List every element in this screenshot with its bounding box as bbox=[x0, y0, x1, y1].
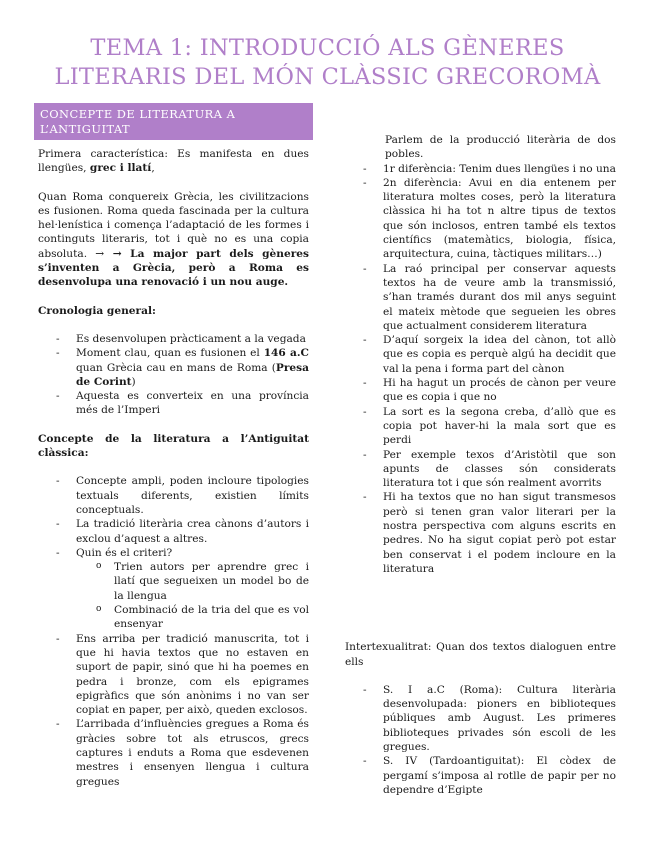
list-item bbox=[38, 346, 309, 389]
date-bold: 146 a.C bbox=[263, 347, 309, 360]
list-item bbox=[38, 546, 309, 632]
right-list bbox=[345, 162, 616, 577]
list-item: - La tradició literària crea cànons d’autors i exclou d’aquest a altres. bbox=[38, 517, 309, 546]
list-item: - S. I a.C (Roma): Cultura literària desenvolupada: pioners en biblioteques públiques amb August. Les primeres biblioteques privades són escoli de les gregues. bbox=[345, 683, 616, 754]
cronologia-list bbox=[38, 332, 309, 418]
section-banner: CONCEPTE DE LITERATURA A L’ANTIGUITAT bbox=[34, 103, 313, 140]
list-item: - Hi ha textos que no han sigut transmesos però si tenen gran valor literari per la nostra perspectiva com alguns escrits en pedres. No ha sigut copiat però pot estar ben conservat i el podem incloure en la literatura bbox=[345, 490, 616, 576]
intertext-paragraph: Intertexualitrat: Quan dos textos dialoguen entre ells bbox=[345, 641, 616, 668]
list-item: - Aquesta es converteix en una província més de l’Imperi bbox=[38, 389, 309, 418]
rome-greece-paragraph bbox=[38, 190, 309, 290]
criteria-question: Quin és el criteri? bbox=[76, 546, 173, 559]
concept-list bbox=[38, 474, 309, 789]
sub-list-item: o Combinació de la tria del que es vol ensenyar bbox=[76, 603, 309, 632]
list-item: - S. IV (Tardoantiguitat): El còdex de pergamí s’imposa al rotlle de papir per no dependre d’Egipte bbox=[345, 754, 616, 797]
text: Moment clau, quan es fusionen el bbox=[76, 347, 264, 360]
text: ) bbox=[131, 375, 136, 388]
list-item: - La sort es la segona creba, d’allò que es copia pot haver-hi la mala sort que es perdi bbox=[345, 405, 616, 448]
intro-text: Parlem de la producció literària de dos pobles. bbox=[385, 134, 616, 161]
left-column bbox=[38, 147, 309, 803]
event-bold: Presa de Corint bbox=[76, 361, 309, 388]
title-line-2: LITERARIS DEL MÓN CLÀSSIC GRECOROMÀ bbox=[54, 64, 601, 90]
list-item: - Es desenvolupen pràcticament a la vegada bbox=[38, 332, 309, 346]
p1-end: , bbox=[151, 162, 155, 175]
text: quan Grècia cau en mans de Roma ( bbox=[76, 361, 276, 374]
concept-heading-text: Concepte de la literatura a l’Antiguitat clàssica: bbox=[38, 432, 309, 460]
p2-bold: → La major part dels gèneres s’inventen a Grècia, però a Roma es desenvolupa una renovació i un nou auge. bbox=[38, 247, 309, 289]
page-title bbox=[20, 34, 635, 92]
p1-text: Primera característica: Es manifesta en dues llengües, bbox=[38, 148, 309, 175]
list-item: - Hi ha hagut un procés de cànon per veure que es copia i que no bbox=[345, 376, 616, 405]
list-item: - Ens arriba per tradició manuscrita, tot i que hi havia textos que no estaven en suport de papir, sinó que hi ha poemes en pedra i bronze, com els epigrames epigràfics que són anònims i no van ser copiat en paper, per això, queden exclosos. bbox=[38, 632, 309, 718]
period-list bbox=[345, 683, 616, 797]
list-item: - D’aquí sorgeix la idea del cànon, tot allò que es copia es perquè algú ha decidit que val la pena i forma part del cànon bbox=[345, 333, 616, 376]
list-item: - Per exemple texos d’Aristòtil que son apunts de classes són considerats literatura tot i que són realment avorrits bbox=[345, 448, 616, 491]
list-item: - L’arribada d’influències gregues a Roma és gràcies sobre tot als etruscos, grecs captures i enduts a Roma que esdevenen mestres i ensenyen llengua i cultura gregues bbox=[38, 717, 309, 788]
arrow-icon: → bbox=[95, 247, 105, 260]
right-column bbox=[345, 133, 616, 811]
p2-text: Quan Roma conquereix Grècia, les civilitzacions es fusionen. Roma queda fascinada per la cultura hel·lenística i comença l’adaptació de les formes i continguts literaris, tot i què no es una copia absoluta. bbox=[38, 190, 309, 260]
cronologia-heading-text: Cronologia general: bbox=[38, 304, 156, 317]
title-line-1: TEMA 1: INTRODUCCIÓ ALS GÈNERES bbox=[90, 35, 565, 61]
criteria-sublist bbox=[76, 560, 309, 631]
first-characteristic bbox=[38, 147, 309, 176]
list-item: - 1r diferència: Tenim dues llengües i no una bbox=[345, 162, 616, 176]
sub-list-item: o Trien autors per aprendre grec i llatí que segueixen un model bo de la llengua bbox=[76, 560, 309, 603]
list-item: - La raó principal per conservar aquests textos ha de veure amb la transmissió, s’han tramés durant dos mil anys seguint el mateix mètode que segueien les obres que actualment considerem literatura bbox=[345, 262, 616, 333]
list-item: - Concepte ampli, poden incloure tipologies textuals diferents, existien límits conceptuals. bbox=[38, 474, 309, 517]
cronologia-heading bbox=[38, 304, 309, 318]
concept-heading bbox=[38, 432, 309, 461]
p1-bold: grec i llatí bbox=[89, 162, 152, 175]
list-item: - 2n diferència: Avui en dia entenem per literatura moltes coses, però la literatura clàssica hi ha tot n altre tipus de textos que són inclosos, entren també els textos científics (matemàtics, biologia, física, arquitectura, cuina, tàctiques militars…) bbox=[345, 176, 616, 262]
